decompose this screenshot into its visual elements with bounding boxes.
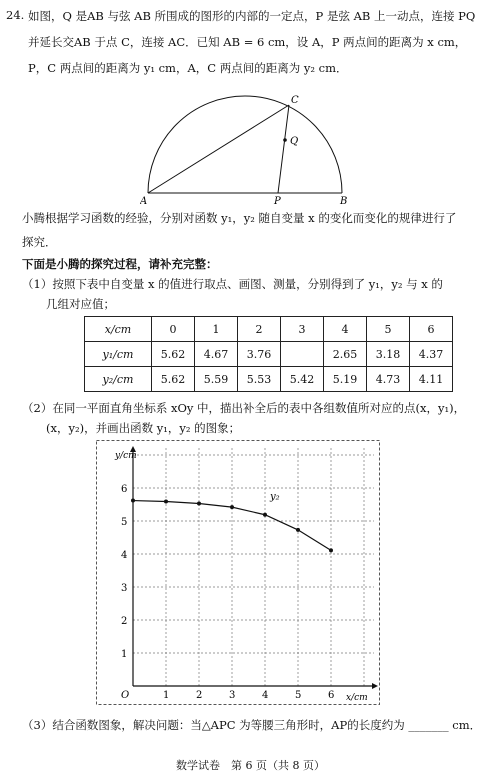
table-cell: 4 xyxy=(324,317,367,342)
part3-line: （3）结合函数图象，解决问题：当△APC 为等腰三角形时，AP的长度约为 _______ cm． xyxy=(22,718,482,732)
label-p: P xyxy=(274,196,281,206)
table-cell: 3.18 xyxy=(367,342,410,367)
table-cell: 4.73 xyxy=(367,367,410,392)
label-c: C xyxy=(291,95,299,106)
x-axis-label: x/cm xyxy=(346,693,368,703)
intro-line-1: 小腾根据学习函数的经验，分别对函数 y₁，y₂ 随自变量 x 的变化而变化的规律进行了 xyxy=(22,211,457,225)
data-point xyxy=(329,548,333,552)
data-point xyxy=(263,513,267,517)
series-label: y₂ xyxy=(269,491,280,503)
table-header-y1: y₁/cm xyxy=(85,342,152,367)
data-point xyxy=(296,528,300,532)
part1-line-b: 几组对应值； xyxy=(46,297,115,311)
label-q: Q xyxy=(290,136,299,147)
y-axis-label: y/cm xyxy=(115,451,137,461)
question-line-1: 如图，Q 是AB 与弦 AB 所围成的图形的内部的一定点，P 是弦 AB 上一动点，连接 PQ xyxy=(28,9,476,23)
arc-ab xyxy=(148,96,342,193)
table-header-x: x/cm xyxy=(85,317,152,342)
y-tick-label: 5 xyxy=(121,517,128,528)
data-point xyxy=(197,502,201,506)
question-line-3: P，C 两点间的距离为 y₁ cm，A，C 两点间的距离为 y₂ cm． xyxy=(28,61,348,75)
value-table xyxy=(84,316,453,392)
x-axis-arrow xyxy=(372,683,378,689)
table-cell: 4.67 xyxy=(195,342,238,367)
function-graph xyxy=(96,440,386,708)
table-cell: 1 xyxy=(195,317,238,342)
x-tick-label: 3 xyxy=(229,690,236,701)
procedure-heading: 下面是小腾的探究过程，请补充完整： xyxy=(22,257,218,271)
intro-line-2: 探究． xyxy=(22,235,57,249)
table-row xyxy=(85,342,453,367)
data-point xyxy=(230,505,234,509)
x-tick-label: 5 xyxy=(295,690,302,701)
part1-line-a: （1）按照下表中自变量 x 的值进行取点、画图、测量，分别得到了 y₁，y₂ 与 x 的 xyxy=(22,277,443,291)
segment-pc xyxy=(278,105,289,193)
question-number: 24. xyxy=(6,8,25,22)
table-cell: 5.53 xyxy=(238,367,281,392)
graph-axes xyxy=(114,446,378,703)
y-tick-label: 2 xyxy=(121,616,128,627)
y-tick-label: 6 xyxy=(121,484,128,495)
x-tick-label: 6 xyxy=(328,690,335,701)
segment-ac xyxy=(148,105,289,193)
table-cell: 4.11 xyxy=(410,367,453,392)
graph-tick-labels xyxy=(121,484,334,701)
y-tick-label: 3 xyxy=(121,583,128,594)
point-q xyxy=(283,138,287,142)
table-cell: 5.42 xyxy=(281,367,324,392)
x-tick-label: 2 xyxy=(196,690,203,701)
graph-grid xyxy=(133,446,374,686)
data-point xyxy=(131,499,135,503)
y-tick-label: 4 xyxy=(121,550,128,561)
x-tick-label: 1 xyxy=(163,690,170,701)
table-row xyxy=(85,367,453,392)
graph-frame xyxy=(97,441,380,705)
part2-line-a: （2）在同一平面直角坐标系 xOy 中，描出补全后的表中各组数值所对应的点(x，y₁)， xyxy=(22,401,466,415)
table-cell: 5.19 xyxy=(324,367,367,392)
label-a: A xyxy=(140,196,148,206)
page-footer: 数学试卷 第 6 页（共 8 页） xyxy=(176,759,325,772)
table-cell: 5.59 xyxy=(195,367,238,392)
x-tick-label: 4 xyxy=(262,690,269,701)
table-cell: 2.65 xyxy=(324,342,367,367)
data-point xyxy=(164,500,168,504)
table-cell: 4.37 xyxy=(410,342,453,367)
table-cell: 5.62 xyxy=(152,367,195,392)
table-cell: 5.62 xyxy=(152,342,195,367)
table-cell: 3 xyxy=(281,317,324,342)
origin-label: O xyxy=(121,690,130,701)
table-cell: 2 xyxy=(238,317,281,342)
table-cell-blank xyxy=(281,342,324,367)
semicircle-figure xyxy=(140,88,370,206)
question-line-2: 并延长交AB 于点 C，连接 AC．已知 AB = 6 cm，设 A，P 两点间的距离为 x cm， xyxy=(28,35,467,49)
table-header-y2: y₂/cm xyxy=(85,367,152,392)
y-tick-label: 1 xyxy=(121,649,128,660)
table-row xyxy=(85,317,453,342)
table-cell: 5 xyxy=(367,317,410,342)
table-cell: 0 xyxy=(152,317,195,342)
table-cell: 3.76 xyxy=(238,342,281,367)
part2-line-b: (x，y₂)，并画出函数 y₁，y₂ 的图象； xyxy=(46,421,241,435)
label-b: B xyxy=(340,196,348,206)
table-cell: 6 xyxy=(410,317,453,342)
